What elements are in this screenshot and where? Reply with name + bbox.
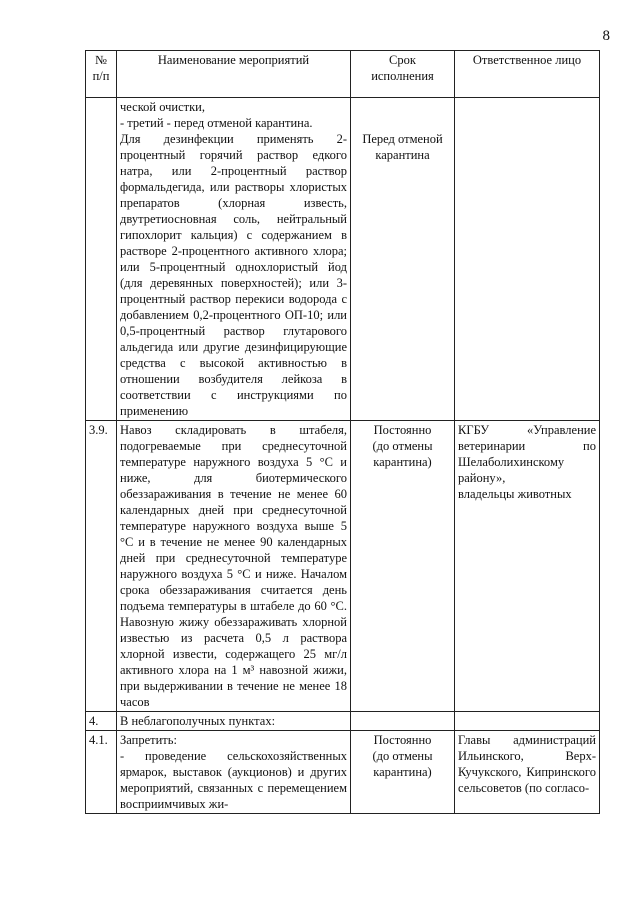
row-term: Постоянно (до отмены карантина) — [351, 421, 455, 712]
row-num: 3.9. — [86, 421, 117, 712]
page-number: 8 — [602, 28, 610, 44]
row-responsible — [455, 98, 600, 421]
row-term: Постоянно (до отмены карантина) — [351, 731, 455, 814]
row-term — [351, 712, 455, 731]
row-term: Перед отменой карантина — [351, 98, 455, 421]
table-row — [86, 731, 600, 814]
row-name: ческой очистки, - третий - перед отменой карантина. Для дезинфекции применять 2-процентный горячий раствор едкого натра, или 2-процентный раствор формальдегида, или растворы хлористых препаратов (хлорная известь, двутретиосновная соль, нейтральный гипохлорит кальция) с содержанием в растворе 2-процентного активного хлора; или 5-процентный однохлористый йод (для деревянных поверхностей); или 3-процентный раствор перекиси водорода с добавлением 0,2-процентного ОП-10; или 0,5-процентный раствор глутарового альдегида или другие дезинфицирующие средства с высокой активностью в отношении возбудителя лейкоза в соответствии с инструкциями по применению — [117, 98, 351, 421]
row-name: В неблагополучных пунктах: — [117, 712, 351, 731]
header-term: Срок исполнения — [351, 51, 455, 98]
header-responsible: Ответственное лицо — [455, 51, 600, 98]
table-row — [86, 421, 600, 712]
row-name: Запретить: - проведение сельскохозяйственных ярмарок, выставок (аукционов) и других мероприятий, связанных с перемещением восприимчивых жи- — [117, 731, 351, 814]
table-header-row — [86, 51, 600, 98]
row-name: Навоз складировать в штабеля, подогреваемые при среднесуточной температуре наружного воздуха 5 °С и ниже, для биотермического обеззараживания в течение не менее 60 календарных дней при среднесуточной температуре наружного воздуха выше 5 °С и в течение не менее 90 календарных дней при среднесуточной температуре наружного воздуха 5 °С и ниже. Началом срока обеззараживания считается день подъема температуры в штабеле до 60 °С. Навозную жижу обеззараживать хлорной известью из расчета 0,5 л раствора хлорной извести, содержащего 25 мг/л активного хлора на 1 м³ навозной жижи, при выдерживании в течение не менее 18 часов — [117, 421, 351, 712]
row-responsible: Главы администраций Ильинского, Верх-Кучукского, Кипринского сельсоветов (по согласо- — [455, 731, 600, 814]
row-num — [86, 98, 117, 421]
header-num: № п/п — [86, 51, 117, 98]
table-row — [86, 98, 600, 421]
row-responsible — [455, 712, 600, 731]
header-name: Наименование мероприятий — [117, 51, 351, 98]
row-num: 4.1. — [86, 731, 117, 814]
row-num: 4. — [86, 712, 117, 731]
measures-table — [85, 50, 600, 814]
row-responsible: КГБУ «Управление ветеринарии по Шелаболихинскому району», владельцы животных — [455, 421, 600, 712]
table-row — [86, 712, 600, 731]
